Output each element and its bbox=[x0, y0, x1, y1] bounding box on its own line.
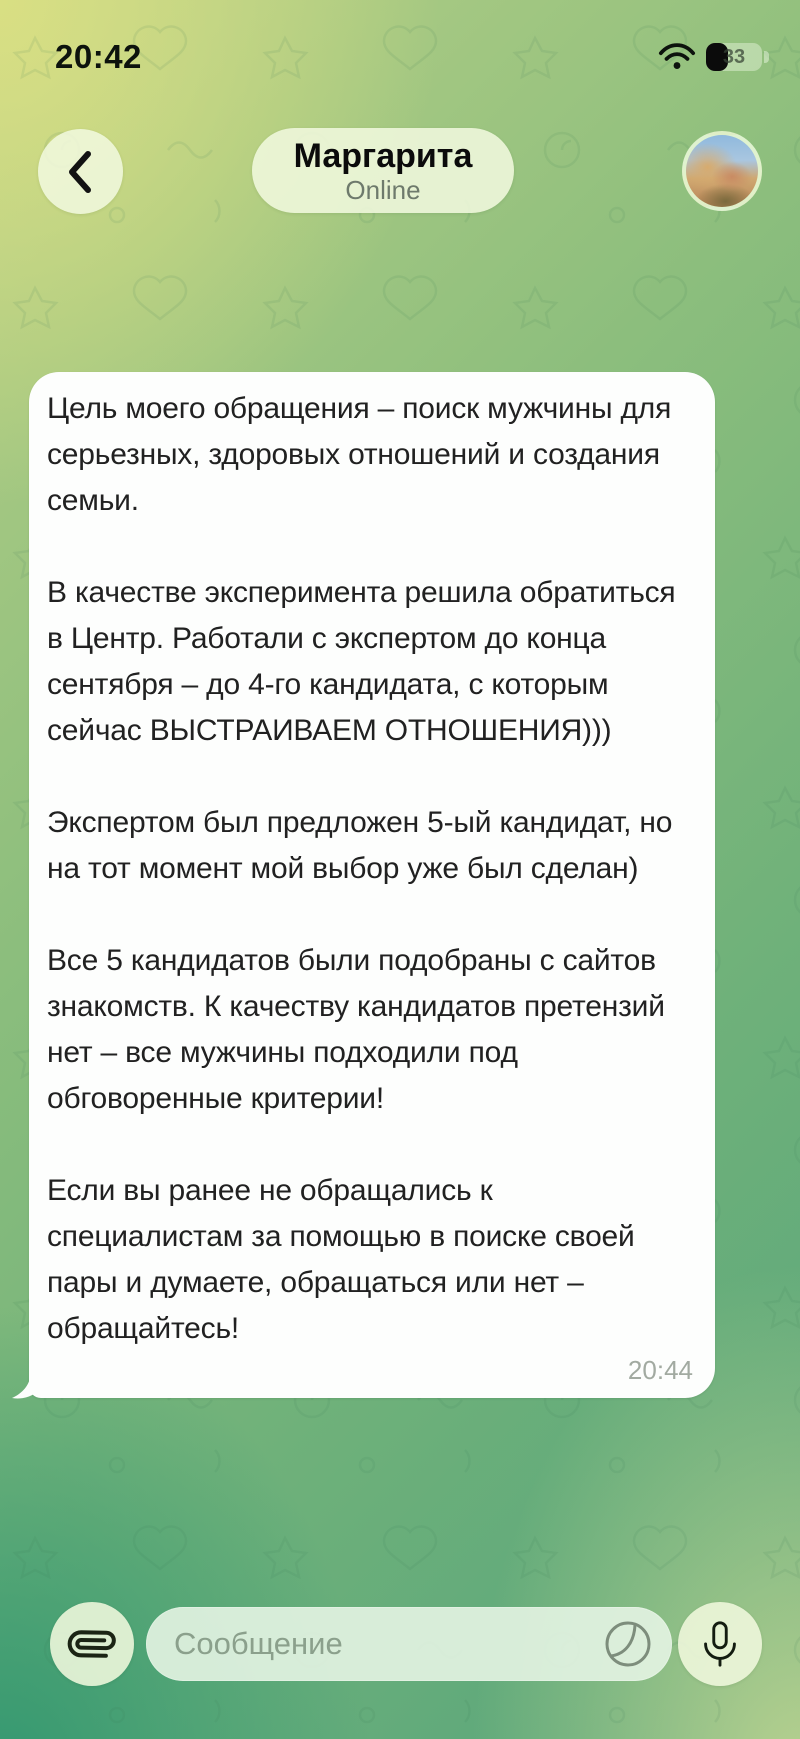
paperclip-icon bbox=[59, 1611, 124, 1676]
message-input-placeholder: Сообщение bbox=[174, 1626, 343, 1661]
message-bubble[interactable] bbox=[29, 372, 715, 1398]
microphone-icon bbox=[695, 1618, 745, 1670]
mic-button[interactable] bbox=[678, 1602, 762, 1686]
attach-button[interactable] bbox=[50, 1602, 134, 1686]
sticker-button[interactable] bbox=[602, 1618, 654, 1670]
message-paragraph: В качестве эксперимента решила обратиться в Центр. Работали с экспертом до конца сентября – до 4-го кандидата, с которым сейчас ВЫСТРАИВАЕМ ОТНОШЕНИЯ))) bbox=[47, 576, 676, 747]
chat-online-status: Online bbox=[345, 174, 421, 205]
chat-title: Маргарита bbox=[293, 136, 473, 175]
message-paragraph: Если вы ранее не обращались к специалистам за помощью в поиске своей пары и думаете, обращаться или нет – обращайтесь! bbox=[47, 1174, 635, 1345]
message-paragraph: Экспертом был предложен 5-ый кандидат, но на тот момент мой выбор уже был сделан) bbox=[47, 806, 673, 885]
message-paragraph: Цель моего обращения – поиск мужчины для серьезных, здоровых отношений и создания семьи. bbox=[47, 392, 672, 517]
chat-header bbox=[0, 0, 800, 230]
bubble-tail bbox=[12, 1358, 54, 1400]
chevron-left-icon bbox=[61, 146, 101, 198]
sticker-icon bbox=[602, 1618, 654, 1670]
chat-title-pill[interactable] bbox=[252, 128, 514, 213]
back-button[interactable] bbox=[38, 129, 123, 214]
message-input[interactable] bbox=[146, 1607, 672, 1681]
clock-label: 20:42 bbox=[55, 38, 142, 75]
message-timestamp: 20:44 bbox=[627, 1355, 693, 1385]
battery-level-label: 33 bbox=[722, 45, 746, 68]
message-paragraph: Все 5 кандидатов были подобраны с сайтов знакомств. К качеству кандидатов претензий нет – все мужчины подходили под обговоренные критерии! bbox=[47, 944, 665, 1115]
contact-avatar[interactable] bbox=[682, 131, 762, 211]
composer-bar bbox=[0, 1600, 800, 1690]
